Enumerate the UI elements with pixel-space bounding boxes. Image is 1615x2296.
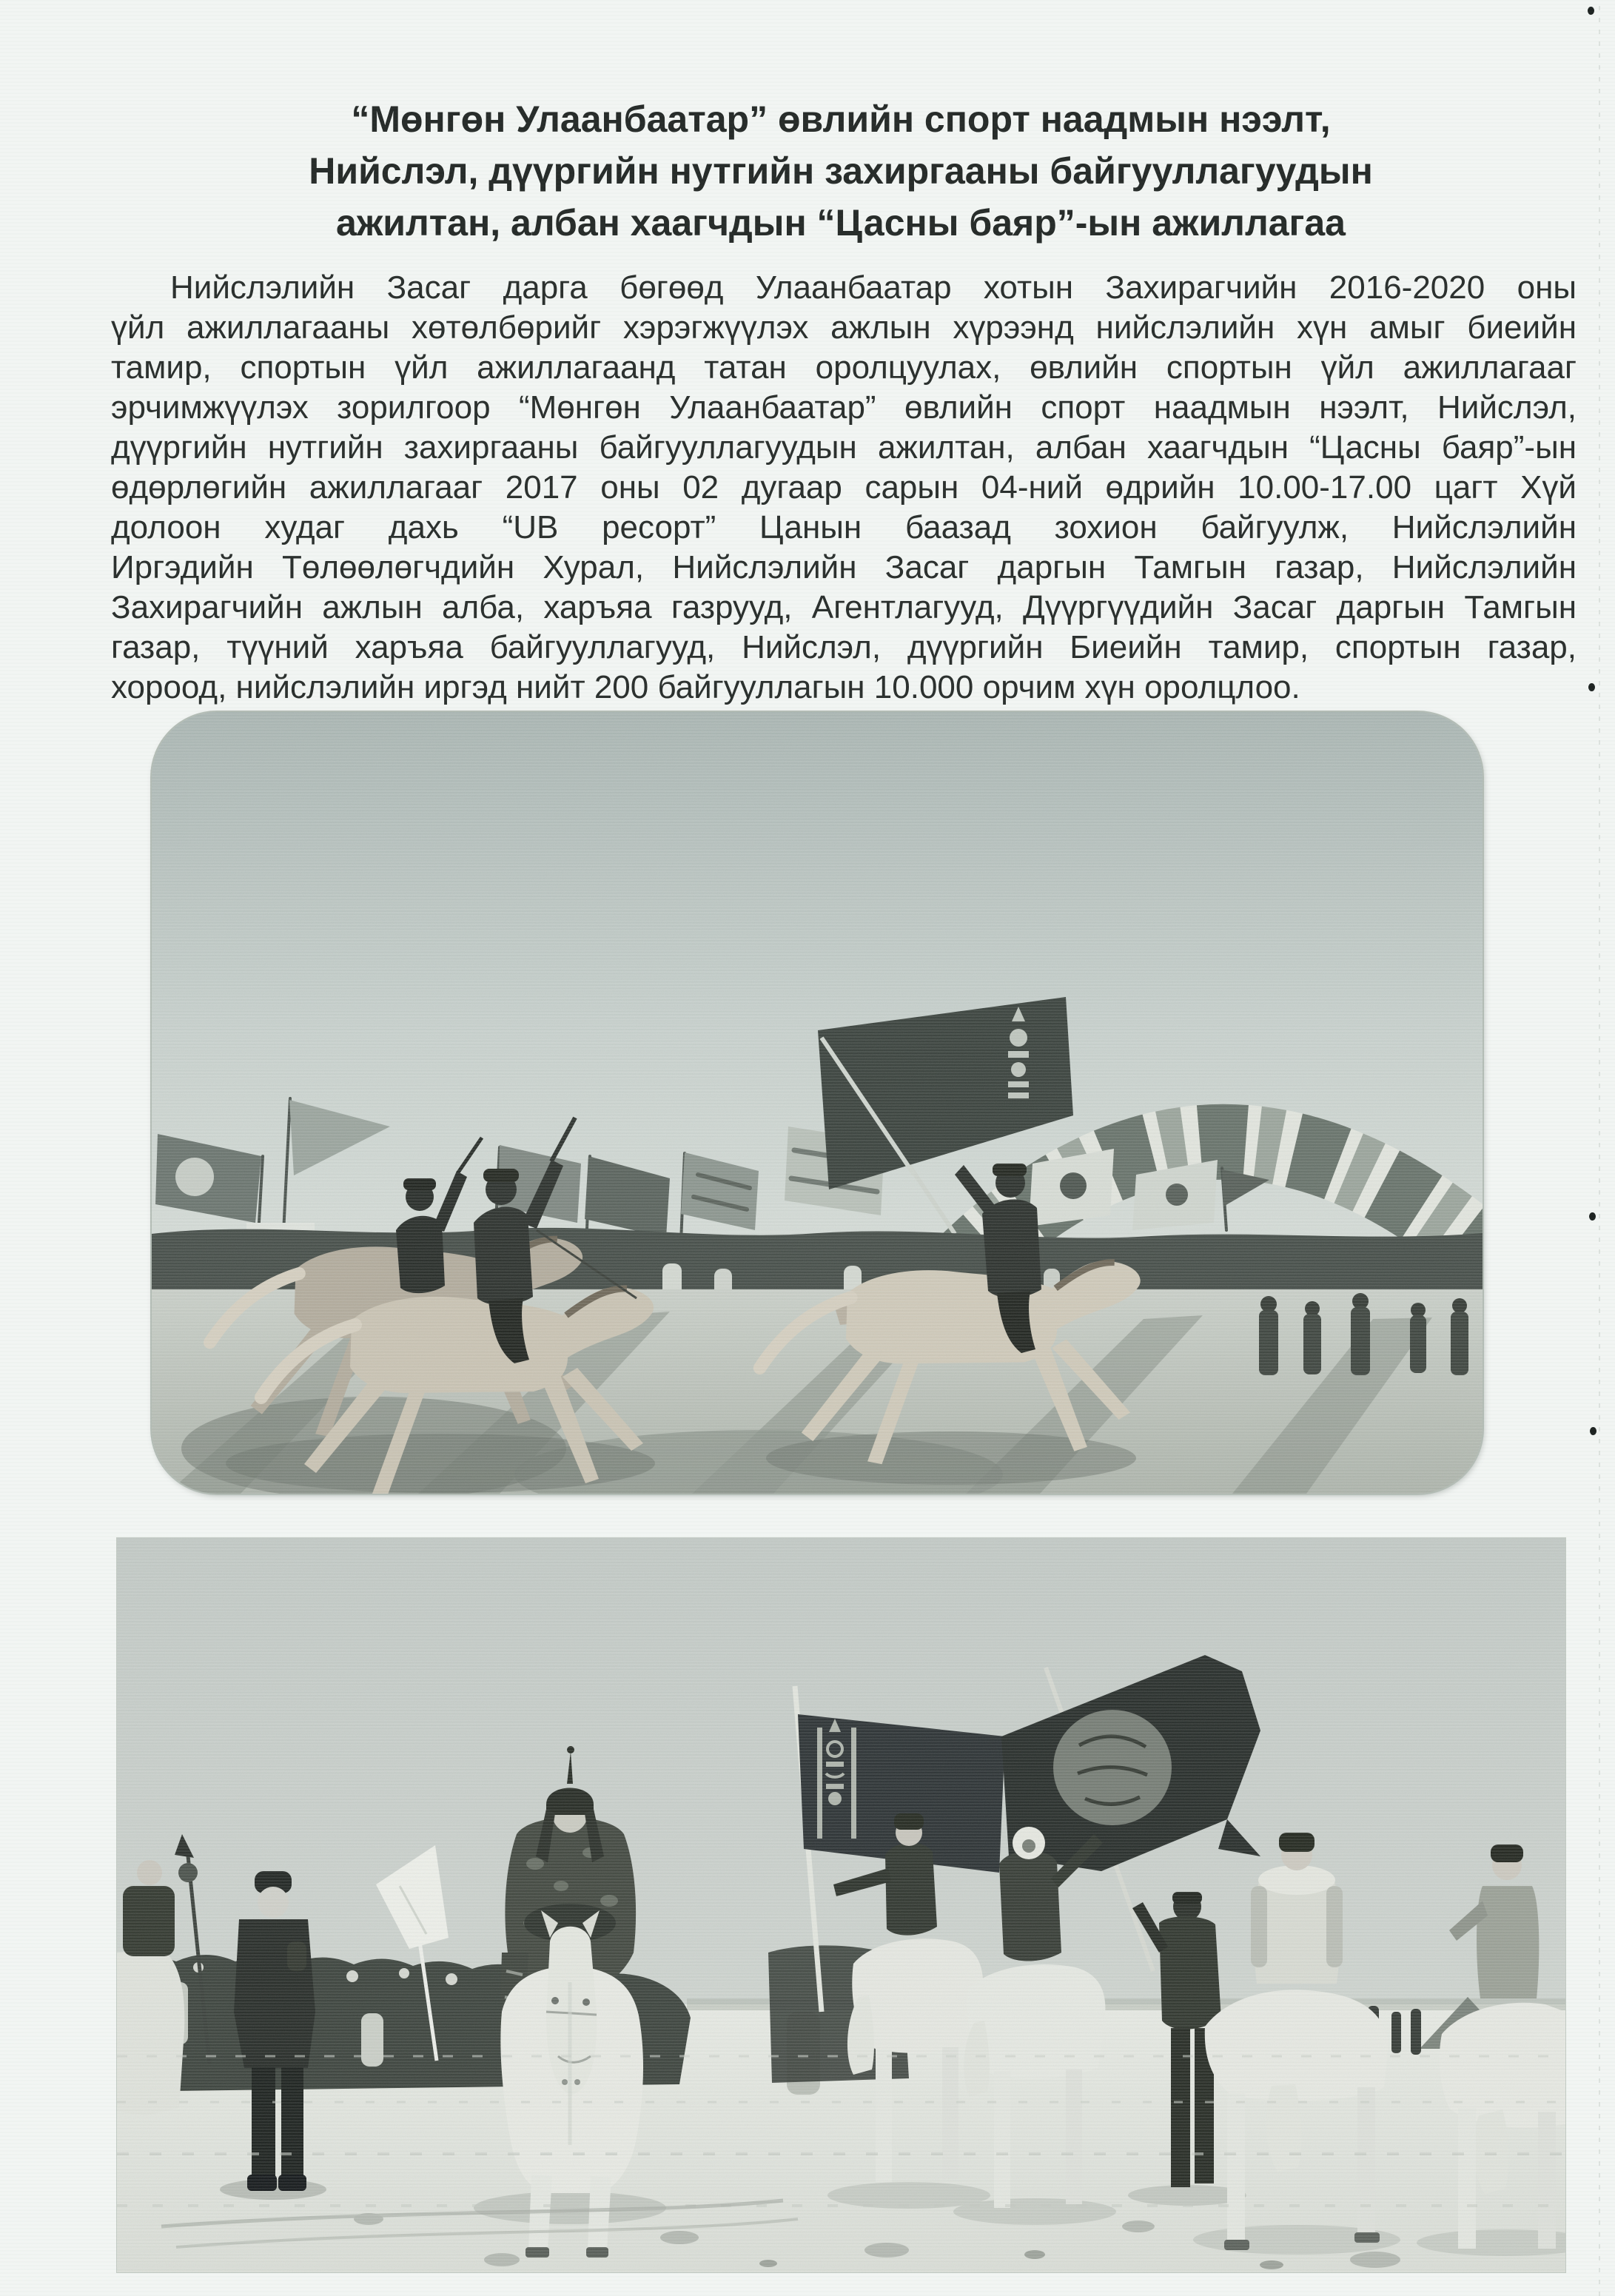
ink-speck bbox=[1588, 7, 1594, 15]
photo-1-illustration bbox=[152, 712, 1483, 1494]
paragraph-line: дүүргийн нутгийн захиргааны байгууллагуудын ажилтан, албан хаагчдын “Цасны баяр”-ын bbox=[111, 429, 1577, 466]
ink-speck bbox=[1589, 1212, 1596, 1221]
paragraph-line: эрчимжүүлэх зорилгоор “Мөнгөн Улаанбаатар” өвлийн спорт наадмын нээлт, Нийслэл, bbox=[111, 389, 1577, 426]
photo-opening-ceremony bbox=[152, 712, 1483, 1494]
title-line-2: Нийслэл, дүүргийн нутгийн захиргааны байгууллагуудын bbox=[309, 150, 1373, 192]
paragraph-line: Захирагчийн ажлын алба, харъяа газрууд, Агентлагууд, Дүүргүүдийн Засаг даргын Тамгын bbox=[111, 589, 1577, 625]
photo-honor-guard bbox=[117, 1538, 1565, 2272]
paragraph-line: Иргэдийн Төлөөлөгчдийн Хурал, Нийслэлийн Засаг даргын Тамгын газар, Нийслэлийн bbox=[111, 549, 1577, 585]
body-paragraph bbox=[111, 268, 1577, 708]
paragraph-line: Нийслэлийн Засаг дарга бөгөөд Улаанбаатар хотын Захирагчийн 2016-2020 оны bbox=[170, 269, 1577, 306]
paragraph-line: газар, түүний харъяа байгууллагууд, Нийслэл, дүүргийн Биеийн тамир, спортын газар, bbox=[111, 629, 1577, 665]
title-line-1: “Мөнгөн Улаанбаатар” өвлийн спорт наадмын нээлт, bbox=[351, 98, 1331, 140]
paragraph-line: долоон худаг дахь “UB ресорт” Цанын баазад зохион байгуулж, Нийслэлийн bbox=[111, 509, 1577, 546]
scan-edge-dots bbox=[1599, 0, 1600, 2296]
paragraph-line: тамир, спортын үйл ажиллагаанд татан оролцуулах, өвлийн спортын үйл ажиллагааг bbox=[111, 349, 1577, 386]
film-grain bbox=[152, 712, 1483, 1494]
ink-speck bbox=[1590, 1427, 1596, 1435]
paragraph-line: үйл ажиллагааны хөтөлбөрийг хэрэгжүүлэх ажлын хүрээнд нийслэлийн хүн амыг биеийн bbox=[111, 309, 1577, 346]
paragraph-line: хороод, нийслэлийн иргэд нийт 200 байгууллагын 10.000 орчим хүн оролцлоо. bbox=[111, 669, 1300, 705]
paragraph-line: өдөрлөгийн ажиллагааг 2017 оны 02 дугаар сарын 04-ний өдрийн 10.00-17.00 цагт Хүй bbox=[111, 469, 1577, 506]
film-grain bbox=[117, 1538, 1565, 2272]
document-title bbox=[252, 0, 1430, 249]
title-line-3: ажилтан, албан хаагчдын “Цасны баяр”-ын ажиллагаа bbox=[336, 202, 1346, 244]
photo-2-illustration bbox=[117, 1538, 1565, 2272]
ink-speck bbox=[1588, 683, 1595, 691]
